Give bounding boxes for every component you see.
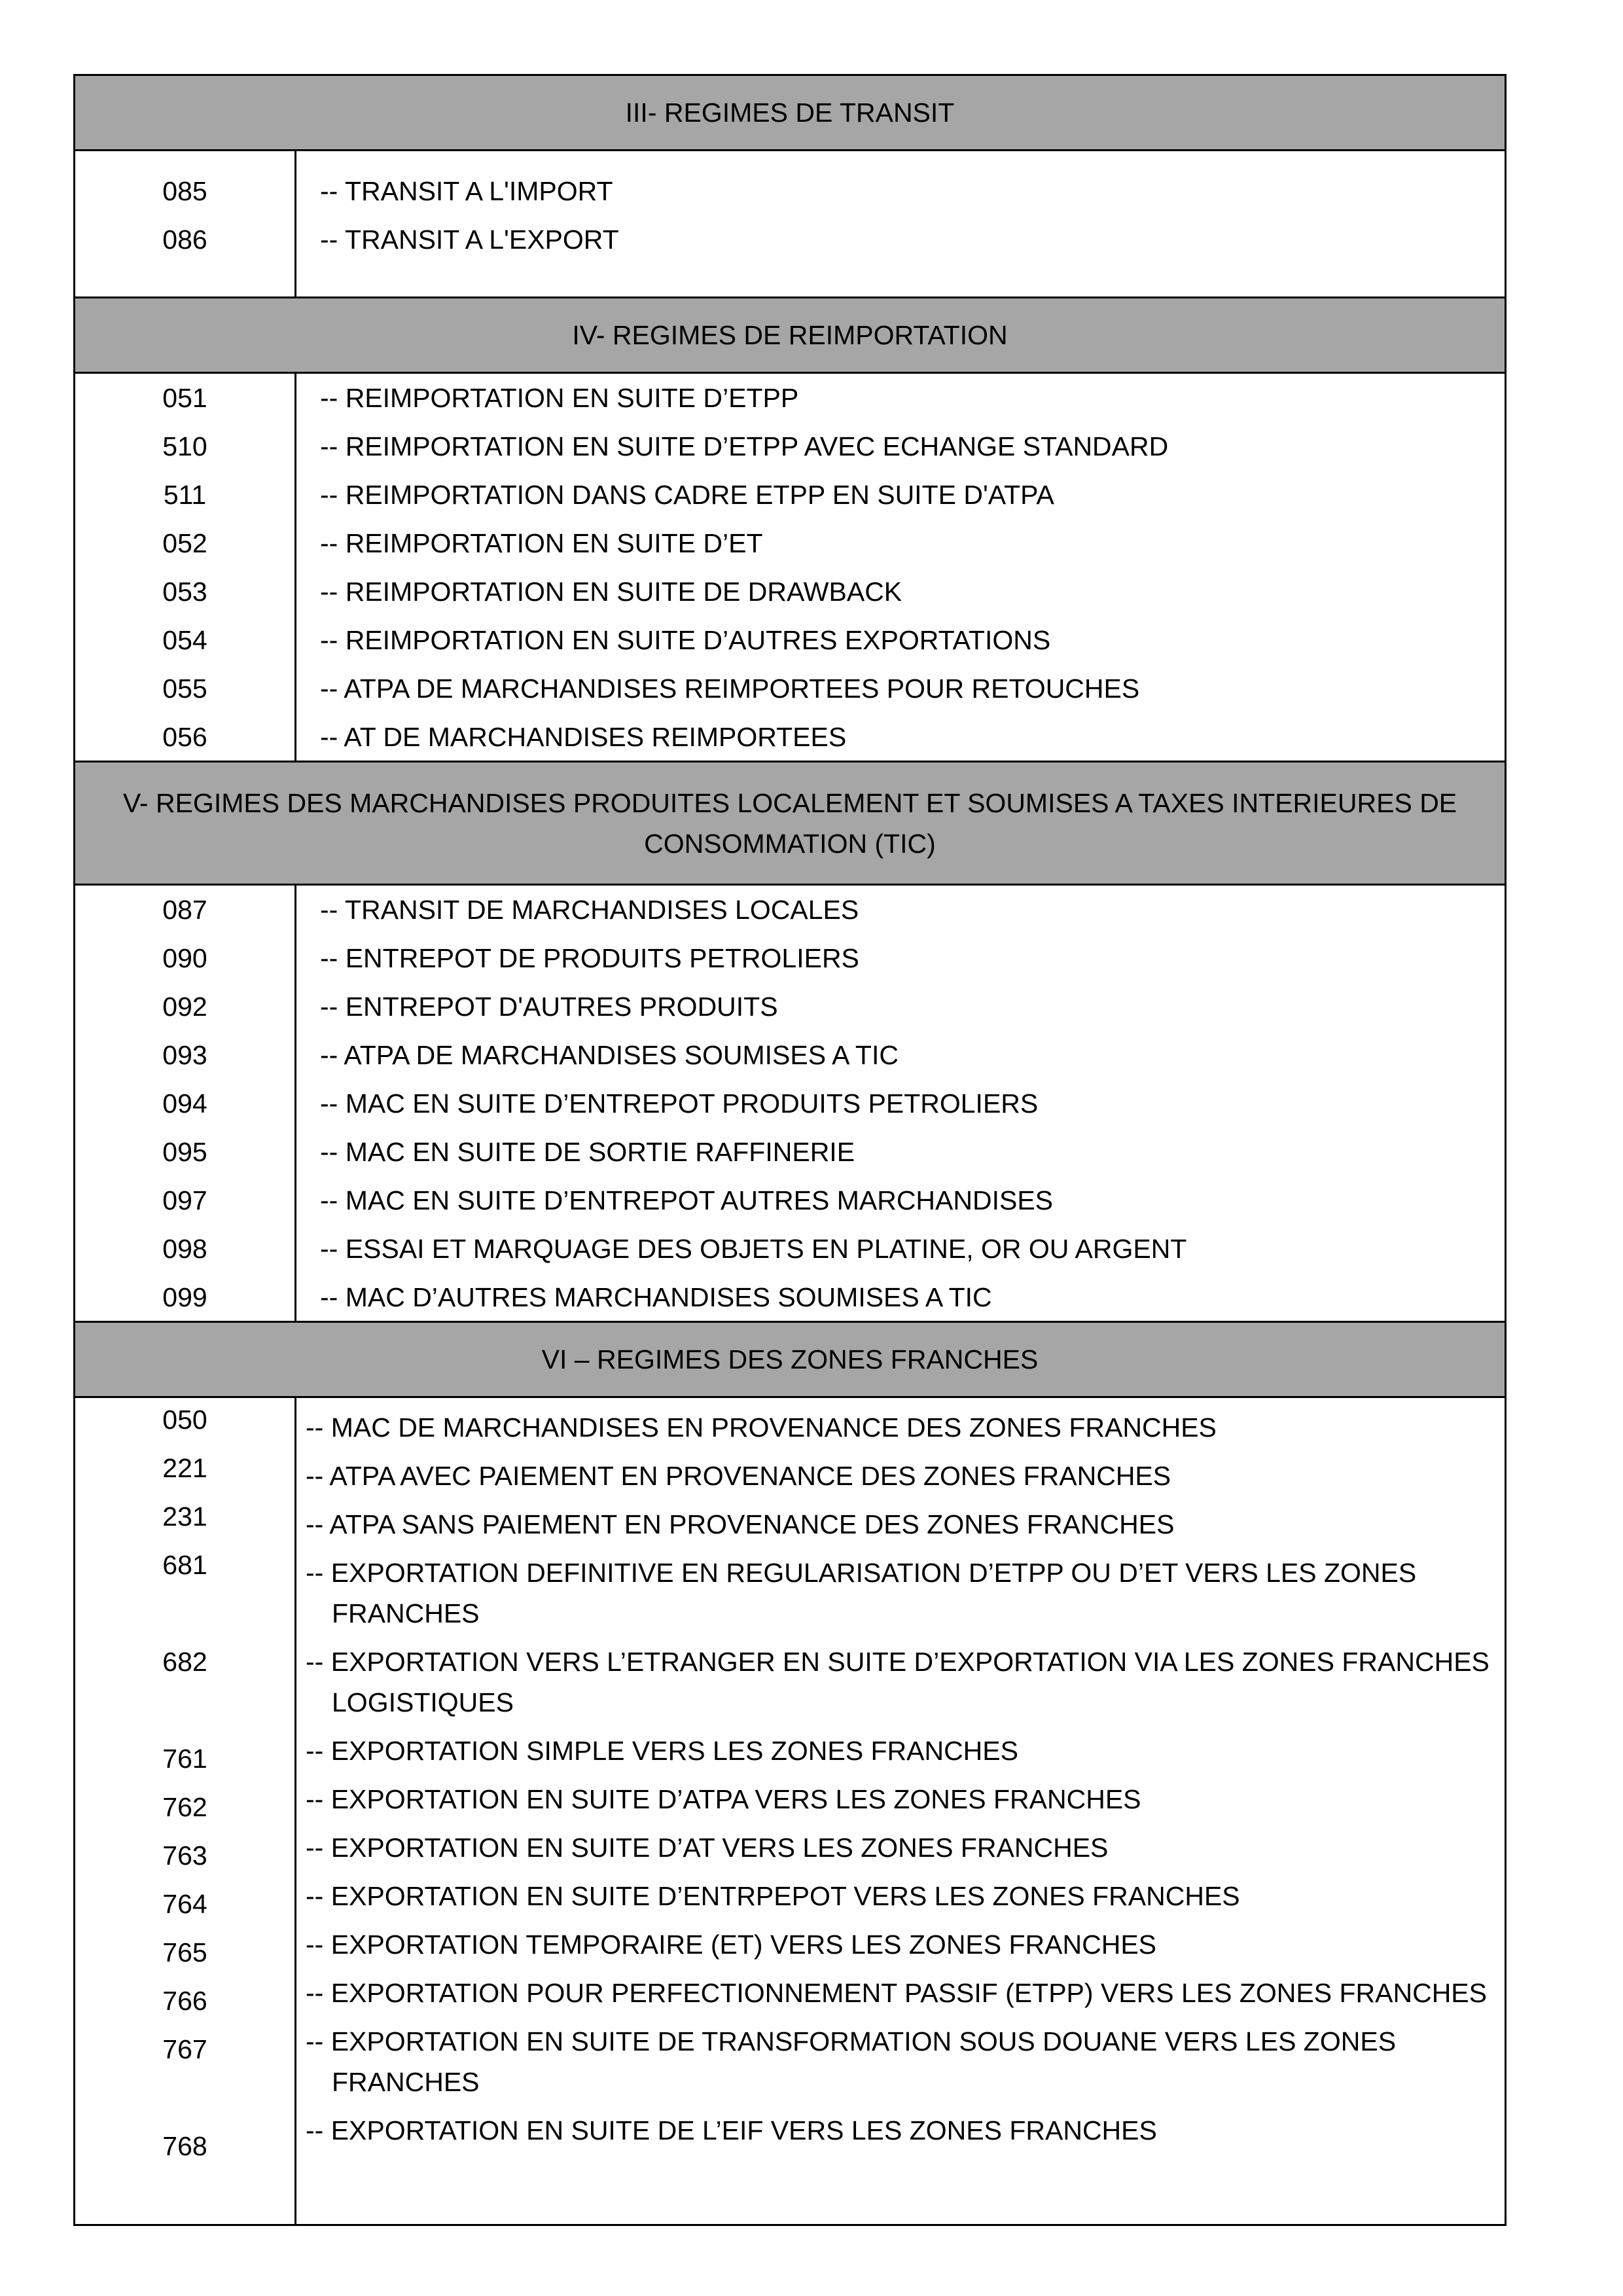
regime-description: -- TRANSIT DE MARCHANDISES LOCALES [320,895,859,925]
regime-description: -- REIMPORTATION EN SUITE D’ETPP AVEC ECHANGE STANDARD [320,431,1169,461]
description-column [296,886,1505,1321]
regime-code: 086 [162,224,207,255]
regime-code: 098 [162,1234,207,1264]
regime-code: 093 [162,1040,207,1070]
regime-code: 050 [162,1405,207,1435]
regime-description-continued: FRANCHES [332,1598,480,1628]
section-title: V- REGIMES DES MARCHANDISES PRODUITES LOCALEMENT ET SOUMISES A TAXES INTERIEURES DE [122,787,1457,818]
regime-description-multiline [306,1641,1489,1723]
code-column [75,374,296,761]
regime-description: -- EXPORTATION POUR PERFECTIONNEMENT PASSIF (ETPP) VERS LES ZONES FRANCHES [306,1978,1488,2008]
regime-description: -- EXPORTATION SIMPLE VERS LES ZONES FRANCHES [306,1736,1018,1766]
regime-description: -- REIMPORTATION DANS CADRE ETPP EN SUITE D'ATPA [320,480,1054,510]
regime-code: 221 [162,1453,207,1483]
regime-description-continued: FRANCHES [332,2067,480,2097]
regime-description: -- REIMPORTATION EN SUITE DE DRAWBACK [320,577,902,607]
regime-description-multiline [306,2021,1396,2102]
regime-code: 099 [162,1282,207,1312]
section-header-transit [75,76,1505,151]
regime-description: -- ENTREPOT DE PRODUITS PETROLIERS [320,943,859,973]
regime-code: 231 [162,1501,207,1532]
code-column [75,886,296,1321]
regime-code: 095 [162,1137,207,1167]
regime-description: -- EXPORTATION VERS L’ETRANGER EN SUITE D’EXPORTATION VIA LES ZONES FRANCHES [306,1647,1489,1677]
regime-description: -- REIMPORTATION EN SUITE D’AUTRES EXPORTATIONS [320,625,1051,655]
regime-description: -- EXPORTATION DEFINITIVE EN REGULARISATION D’ETPP OU D’ET VERS LES ZONES [306,1558,1417,1588]
regime-code: 511 [163,480,207,510]
section-body-reimportation [75,374,1505,762]
section-header-zones-franches [75,1323,1505,1398]
regime-code: 087 [162,895,207,925]
description-column [296,1398,1505,2224]
regime-code: 763 [162,1840,207,1871]
section-title: III- REGIMES DE TRANSIT [625,98,955,128]
regime-code: 510 [162,431,207,461]
regime-code: 055 [162,673,207,704]
regime-description: -- MAC EN SUITE D’ENTREPOT PRODUITS PETROLIERS [320,1088,1039,1119]
regime-code: 681 [162,1550,207,1580]
regime-description: -- ATPA DE MARCHANDISES SOUMISES A TIC [320,1040,899,1070]
regime-description: -- TRANSIT A L'IMPORT [320,176,613,206]
regime-description: -- ATPA SANS PAIEMENT EN PROVENANCE DES ZONES FRANCHES [306,1509,1175,1539]
regime-description: -- EXPORTATION EN SUITE D’AT VERS LES ZONES FRANCHES [306,1833,1109,1863]
regime-description: -- EXPORTATION EN SUITE DE L’EIF VERS LES ZONES FRANCHES [306,2115,1157,2145]
code-column [75,151,296,296]
regime-code: 090 [162,943,207,973]
regimes-table [73,74,1507,2226]
regime-description: -- MAC EN SUITE DE SORTIE RAFFINERIE [320,1137,855,1167]
section-header-tic [75,762,1505,886]
regime-code: 094 [162,1088,207,1119]
description-column [296,374,1505,761]
regime-description: -- MAC EN SUITE D’ENTREPOT AUTRES MARCHANDISES [320,1185,1054,1215]
regime-code: 097 [162,1185,207,1215]
section-title: IV- REGIMES DE REIMPORTATION [572,320,1008,350]
regime-description: -- MAC DE MARCHANDISES EN PROVENANCE DES ZONES FRANCHES [306,1412,1217,1443]
regime-description: -- ESSAI ET MARQUAGE DES OBJETS EN PLATINE, OR OU ARGENT [320,1234,1187,1264]
regime-code: 051 [162,383,207,413]
regime-code: 766 [162,1986,207,2016]
regime-code: 085 [162,176,207,206]
regime-description: -- MAC D’AUTRES MARCHANDISES SOUMISES A TIC [320,1282,992,1312]
regime-description: -- AT DE MARCHANDISES REIMPORTEES [320,722,847,752]
section-body-tic [75,886,1505,1323]
section-body-transit [75,151,1505,298]
code-column [75,1398,296,2224]
regime-description: -- EXPORTATION TEMPORAIRE (ET) VERS LES ZONES FRANCHES [306,1929,1157,1960]
regime-code: 768 [162,2131,207,2161]
regime-code: 056 [162,722,207,752]
regime-description: -- REIMPORTATION EN SUITE D’ETPP [320,383,799,413]
regime-code: 761 [162,1744,207,1774]
regime-code: 053 [162,577,207,607]
regime-description: -- REIMPORTATION EN SUITE D’ET [320,528,763,558]
regime-description: -- ATPA AVEC PAIEMENT EN PROVENANCE DES ZONES FRANCHES [306,1461,1171,1491]
regime-code: 052 [162,528,207,558]
description-column [296,151,1505,296]
regime-code: 054 [162,625,207,655]
section-title-continued: CONSOMMATION (TIC) [644,828,936,859]
regime-description: -- EXPORTATION EN SUITE D’ATPA VERS LES ZONES FRANCHES [306,1784,1141,1814]
regime-code: 762 [162,1792,207,1822]
section-body-zones-franches [75,1398,1505,2224]
regime-code: 764 [162,1889,207,1919]
regime-description-continued: LOGISTIQUES [332,1687,514,1717]
regime-description-multiline [306,1552,1416,1634]
section-title: VI – REGIMES DES ZONES FRANCHES [541,1344,1039,1374]
regime-code: 092 [162,992,207,1022]
section-header-reimportation [75,298,1505,374]
regime-description: -- TRANSIT A L'EXPORT [320,224,619,255]
regime-description: -- ATPA DE MARCHANDISES REIMPORTEES POUR RETOUCHES [320,673,1140,704]
regime-description: -- EXPORTATION EN SUITE D’ENTRPEPOT VERS LES ZONES FRANCHES [306,1881,1240,1911]
regime-code: 682 [162,1647,207,1677]
regime-description: -- ENTREPOT D'AUTRES PRODUITS [320,992,778,1022]
regime-code: 765 [162,1937,207,1967]
regime-code: 767 [162,2034,207,2064]
regime-description: -- EXPORTATION EN SUITE DE TRANSFORMATION SOUS DOUANE VERS LES ZONES [306,2026,1397,2056]
